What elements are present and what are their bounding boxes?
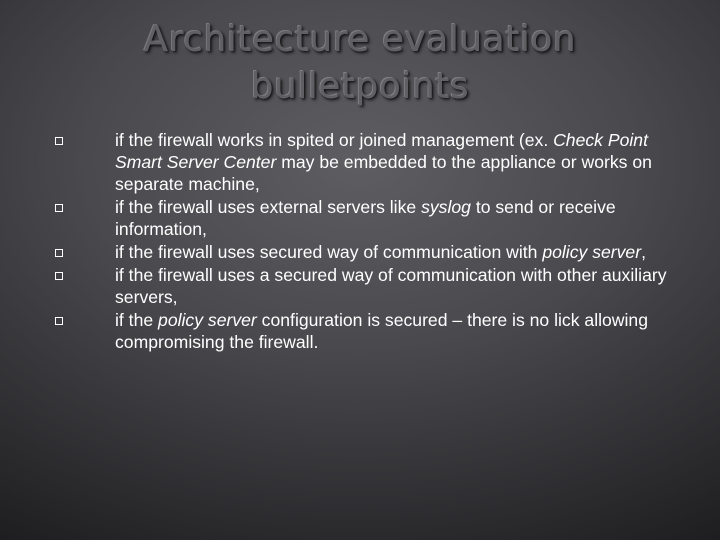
bullet-text-italic: policy server: [542, 242, 642, 262]
bullet-text-italic: policy server: [158, 310, 257, 330]
bullet-item: [52, 241, 672, 263]
bullet-text: [115, 197, 616, 239]
bullet-item: [52, 129, 672, 195]
square-bullet-icon: [55, 249, 63, 257]
bullet-text-segment: may be embedded to the appliance or works on separate machine,: [115, 152, 652, 194]
bullet-text: [115, 242, 646, 262]
bullet-item: [52, 309, 672, 353]
square-bullet-icon: [55, 137, 63, 145]
bullet-text: [115, 130, 652, 194]
bullet-text-segment: configuration is secured – there is no lick allowing compromising the firewall.: [115, 310, 648, 352]
bullet-item: [52, 264, 672, 308]
slide-title-line-1: Architecture evaluation: [143, 19, 577, 60]
bullet-text: [115, 265, 667, 307]
bullet-text-italic: syslog: [421, 197, 471, 217]
bullet-text-segment: if the firewall uses external servers like: [115, 197, 422, 217]
bullet-list: [52, 129, 672, 354]
bullet-text-segment: if the firewall works in spited or joined management (ex.: [115, 130, 554, 150]
slide-title-line-2: bulletpoints: [250, 66, 470, 107]
slide-title: [100, 16, 620, 110]
bullet-text: [115, 310, 648, 352]
bullet-text-segment: if the: [115, 310, 159, 330]
square-bullet-icon: [55, 317, 63, 325]
bullet-text-segment: ,: [641, 242, 646, 262]
bullet-item: [52, 196, 672, 240]
bullet-text-segment: to send or receive information,: [115, 197, 616, 239]
bullet-text-italic: Check Point Smart Server Center: [115, 130, 648, 172]
square-bullet-icon: [55, 204, 63, 212]
bullet-text-segment: if the firewall uses a secured way of communication with other auxiliary servers,: [115, 265, 667, 307]
square-bullet-icon: [55, 272, 63, 280]
bullet-text-segment: if the firewall uses secured way of communication with: [115, 242, 543, 262]
